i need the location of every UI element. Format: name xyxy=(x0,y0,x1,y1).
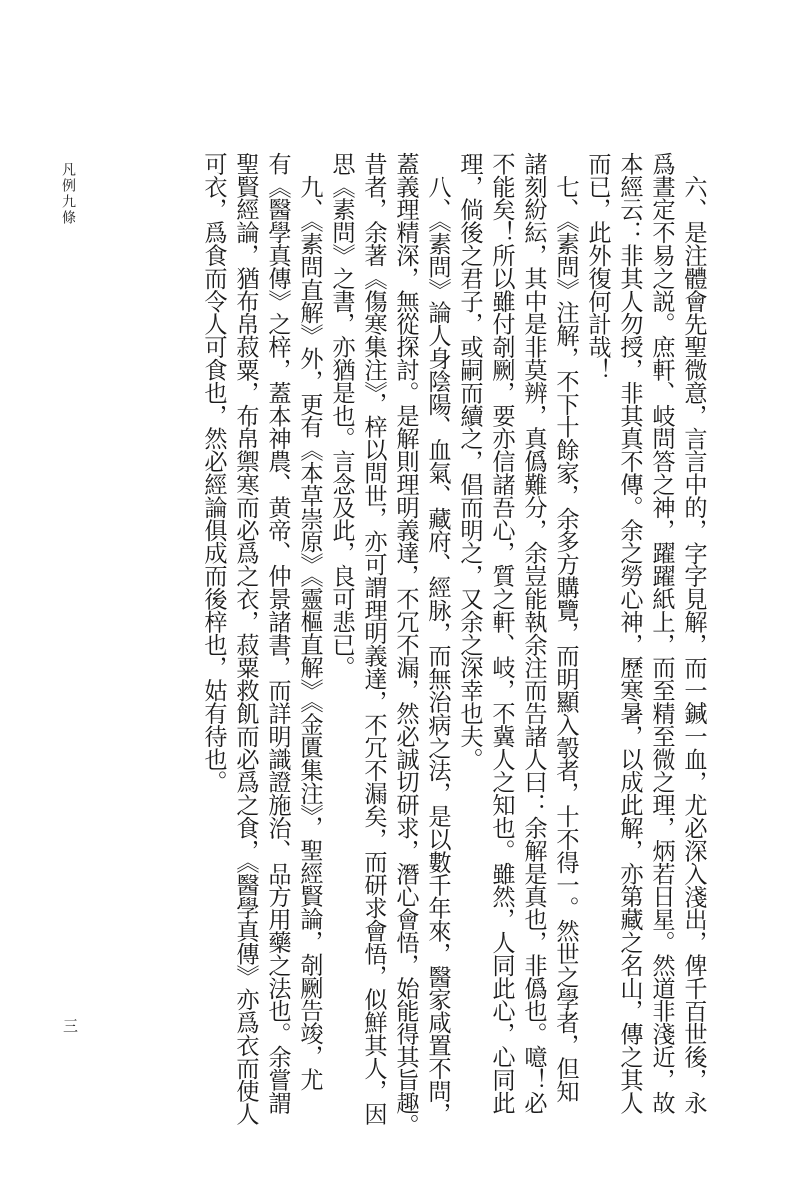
text-column: 不能矣！所以雖付剞劂，要亦信諸吾心，質之軒、岐，不冀人之知也。雖然，人同此心，心同此 xyxy=(488,152,515,1114)
text-column: 爲晝定不易之説。庶軒、岐問答之神，躍躍紙上，而至精至微之理，炳若日星。然道非淺近，故 xyxy=(648,152,675,1114)
text-column: 九、《素問直解》外，更有《本草崇原》《靈樞直解》《金匱集注》，聖經賢論，剞劂告竣，尤 xyxy=(296,175,323,1091)
text-column: 有《醫學真傳》之梓，蓋本神農、黄帝、仲景諸書，而詳明識證施治、品方用藥之法也。余嘗謂 xyxy=(264,152,291,1114)
text-column: 本經云：非其人勿授，非其真不傳。余之勞心神，歷寒暑，以成此解，亦第藏之名山，傳之其人 xyxy=(616,152,643,1114)
text-column: 六、是注體會先聖微意，言言中的，字字見解，而一鍼一血，尤必深入淺出，俾千百世後，永 xyxy=(680,175,707,1114)
text-column: 理，倘後之君子，或嗣而續之，倡而明之，又余之深幸也夫。 xyxy=(456,152,483,771)
text-column: 而已，此外復何計哉！ xyxy=(584,152,611,382)
text-column: 蓋義理精深，無從探討。是解則理明義達，不冗不漏，然必誠切研求，潛心會悟，始能得其旨趣。 xyxy=(392,152,419,1137)
text-column: 思《素問》之書，亦猶是也。言念及此，良可悲已。 xyxy=(328,152,355,679)
text-column: 八、《素問》論人身陰陽、血氣、藏府、經脉，而無治病之法，是以數千年來，醫家咸置不問， xyxy=(424,175,451,1126)
page-number: 三 xyxy=(61,1018,79,1033)
text-column: 七、《素問》注解，不下十餘家，余多方購覽，而明顯入彀者，十不得一。然世之學者，但知 xyxy=(552,175,579,1103)
text-column: 聖賢經論，猶布帛菽粟，布帛禦寒而必爲之衣，菽粟救飢而必爲之食，《醫學真傳》亦爲衣而使人 xyxy=(232,152,259,1126)
text-column: 昔者，余著《傷寒集注》，梓以問世，亦可謂理明義達，不冗不漏矣，而研求會悟，似鮮其人，因 xyxy=(360,152,387,1126)
text-column: 諸刻紛紜，其中是非莫辨，真僞難分，余豈能執余注而告諸人曰：余解是真也，非僞也。噫！必 xyxy=(520,152,547,1114)
vertical-text-block xyxy=(200,152,707,1137)
running-head: 凡例九條 xyxy=(60,162,76,226)
text-column: 可衣，爲食而令人可食也，然必經論俱成而後梓也，姑有待也。 xyxy=(200,152,227,794)
